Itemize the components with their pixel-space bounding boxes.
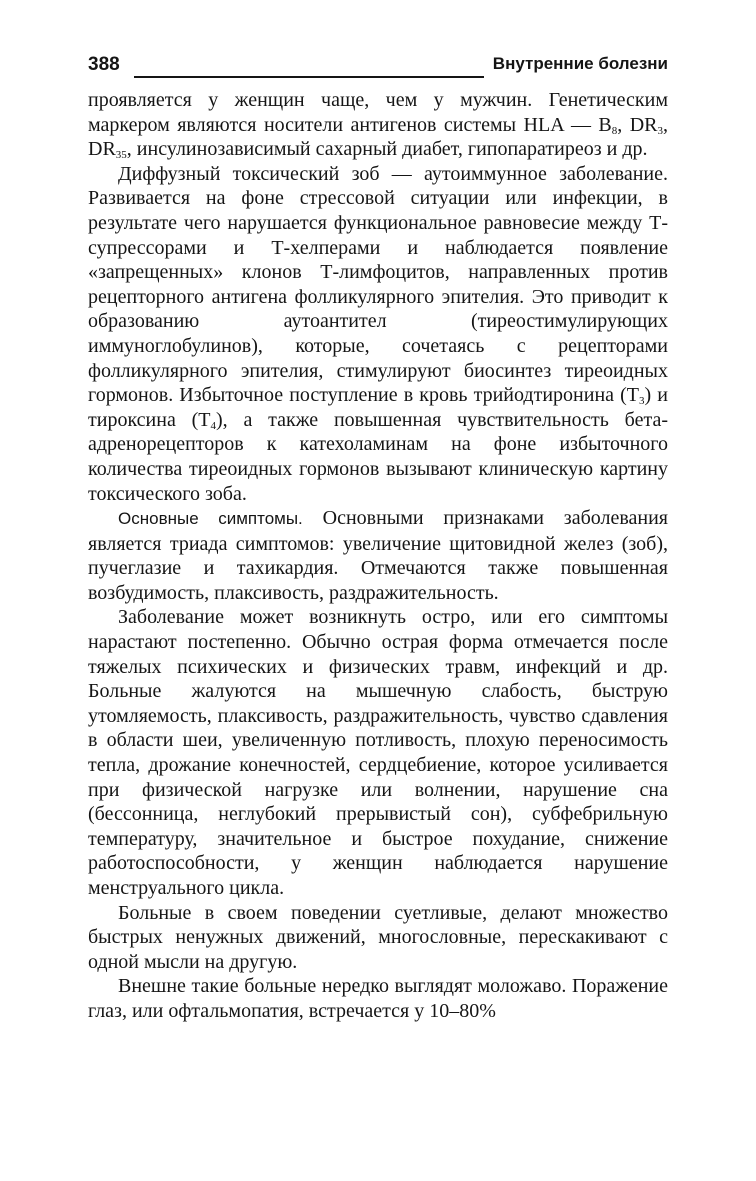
text-run: , DR (88, 113, 668, 161)
subscript: 4 (210, 419, 216, 432)
text-run: ), а также повышенная чувствительность бета-адренорецепторов к катехоламинам на фоне избыточного количества тиреоидных гормонов вызывают клиническую картину токсического зоба. (88, 408, 668, 505)
text-run: проявляется у женщин чаще, чем у мужчин. Генетическим маркером являются носители антигенов системы HLA — B (88, 89, 668, 136)
running-title: Внутренние болезни (492, 54, 668, 73)
text-run: , инсулинозависимый сахарный диабет, гипопаратиреоз и др. (126, 138, 648, 161)
paragraph-pathogenesis (88, 162, 668, 506)
subscript: 3 (657, 124, 663, 137)
text-run: , DR (617, 113, 658, 136)
paragraph-symptoms (88, 506, 668, 605)
run-in-heading: Основные симптомы. (118, 509, 303, 529)
paragraph-appearance: Внешне такие больные нередко выглядят моложаво. Поражение глаз, или офтальмопатия, встречается у 10–80% (88, 975, 668, 1022)
paragraph-onset: Заболевание может возникнуть остро, или его симптомы нарастают постепенно. Обычно острая форма отмечается после тяжелых психических и физических травм, инфекций и др. Больные жалуются на мышечную слабость, быструю утомляемость, плаксивость, раздражительность, чувство сдавления в области шеи, увеличенную потливость, плохую переносимость тепла, дрожание конечностей, сердцебиение, которое усиливается при физической нагрузке или волнении, нарушение сна (бессонница, неглубокий прерывистый сон), субфебрильную температуру, значительное и быстрое похудание, снижение работоспособности, у женщин наблюдается нарушение менструального цикла. (88, 606, 668, 899)
text-run: ) и тироксина (Т (88, 384, 668, 431)
subscript: 8 (611, 124, 618, 137)
page-number: 388 (88, 54, 120, 75)
page-header (88, 52, 668, 80)
text-run: Диффузный токсический зоб — аутоиммунное заболевание. Развивается на фоне стрессовой ситуации или инфекции, в результате чего нарушается функциональное равновесие между Т-супрессорами и Т-хелперами и наблюдается появление «запрещенных» клонов Т-лимфоцитов, направленных против рецепторного антигена фолликулярного эпителия. Это приводит к образованию аутоантител (тиреостимулирующих иммуноглобулинов), которые, сочетаясь с рецепторами фолликулярного эпителия, стимулируют биосинтез тиреоидных гормонов. Избыточное поступление в кровь трийодтиронина (Т (88, 162, 668, 407)
paragraph-continuation (88, 88, 668, 162)
text-run: Основными признаками заболевания является триада симптомов: увеличение щитовидной желез (зоб), пучеглазие и тахикардия. Отмечаются также повышенная возбудимость, плаксивость, раздражительность. (88, 507, 669, 604)
subscript: 35 (115, 149, 127, 162)
paragraph-behavior: Больные в своем поведении суетливые, делают множество быстрых ненужных движений, многословные, перескакивают с одной мысли на другую. (88, 901, 668, 973)
header-rule (134, 76, 484, 78)
subscript: 3 (639, 395, 645, 408)
body-text (88, 88, 668, 1024)
